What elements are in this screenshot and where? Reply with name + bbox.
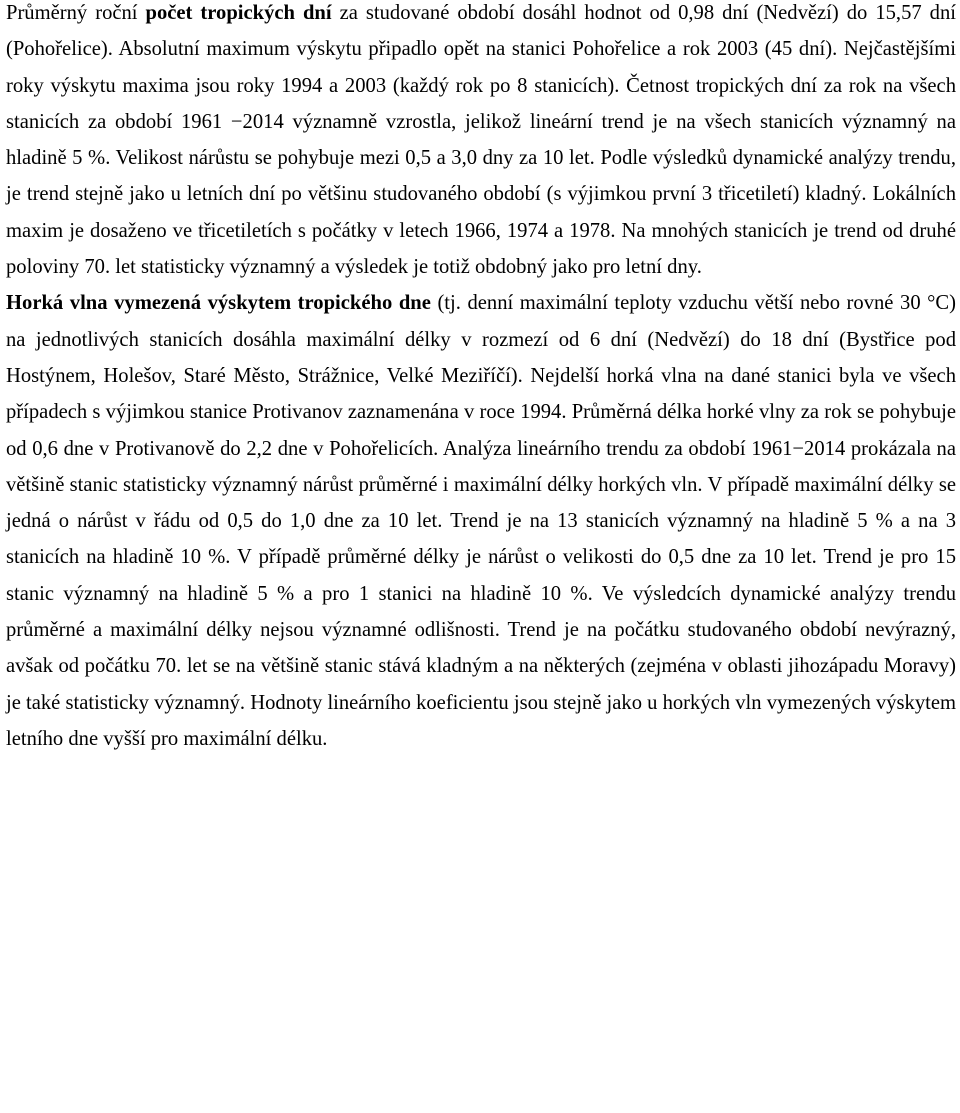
paragraph-1-intro: Průměrný roční: [6, 2, 146, 24]
paragraph-1-body: za studované období dosáhl hodnot od 0,98 dní (Nedvězí) do 15,57 dní (Pohořelice). Absolutní maximum výskytu připadlo opět na stanici Pohořelice a rok 2003 (45 dní). Nejčastějšími roky výskytu maxima jsou roky 1994 a 2003 (každý rok po 8 stanicích). Četnost tropických dní za rok na všech stanicích za období 1961 −2014 významně vzrostla, jelikož lineární trend je na všech stanicích významný na hladině 5 %. Velikost nárůstu se pohybuje mezi 0,5 a 3,0 dny za 10 let. Podle výsledků dynamické analýzy trendu, je trend stejně jako u letních dní po většinu studovaného období (s výjimkou první 3 třicetiletí) kladný. Lokálních maxim je dosaženo ve třicetiletích s počátky v letech 1966, 1974 a 1978. Na mnohých stanicích je trend od druhé poloviny 70. let statisticky významný a výsledek je totiž obdobný jako pro letní dny.: [6, 2, 956, 279]
paragraph-2-body: (tj. denní maximální teploty vzduchu větší nebo rovné 30 °C) na jednotlivých stanicích dosáhla maximální délky v rozmezí od 6 dní (Nedvězí) do 18 dní (Bystřice pod Hostýnem, Holešov, Staré Město, Strážnice, Velké Meziříčí). Nejdelší horká vlna na dané stanici byla ve všech případech s výjimkou stanice Protivanov zaznamenána v roce 1994. Průměrná délka horké vlny za rok se pohybuje od 0,6 dne v Protivanově do 2,2 dne v Pohořelicích. Analýza lineárního trendu za období 1961−2014 prokázala na většině stanic statisticky významný nárůst průměrné i maximální délky horkých vln. V případě maximální délky se jedná o nárůst v řádu od 0,5 do 1,0 dne za 10 let. Trend je na 13 stanicích významný na hladině 5 % a na 3 stanicích na hladině 10 %. V případě průměrné délky je nárůst o velikosti do 0,5 dne za 10 let. Trend je pro 15 stanic významný na hladině 5 % a pro 1 stanici na hladině 10 %. Ve výsledcích dynamické analýzy trendu průměrné a maximální délky nejsou významné odlišnosti. Trend je na počátku studovaného období nevýrazný, avšak od počátku 70. let se na většině stanic stává kladným a na některých (zejména v oblasti jihozápadu Moravy) je také statisticky významný. Hodnoty lineárního koeficientu jsou stejně jako u horkých vln vymezených výskytem letního dne vyšší pro maximální délku.: [6, 292, 957, 750]
document-page: [6, 0, 956, 757]
paragraph-heat-wave: [6, 285, 956, 757]
paragraph-2-bold-term: Horká vlna vymezená výskytem tropického dne: [6, 292, 431, 315]
paragraph-1-bold-term: počet tropických dní: [145, 2, 332, 24]
paragraph-tropical-days: [6, 0, 956, 285]
